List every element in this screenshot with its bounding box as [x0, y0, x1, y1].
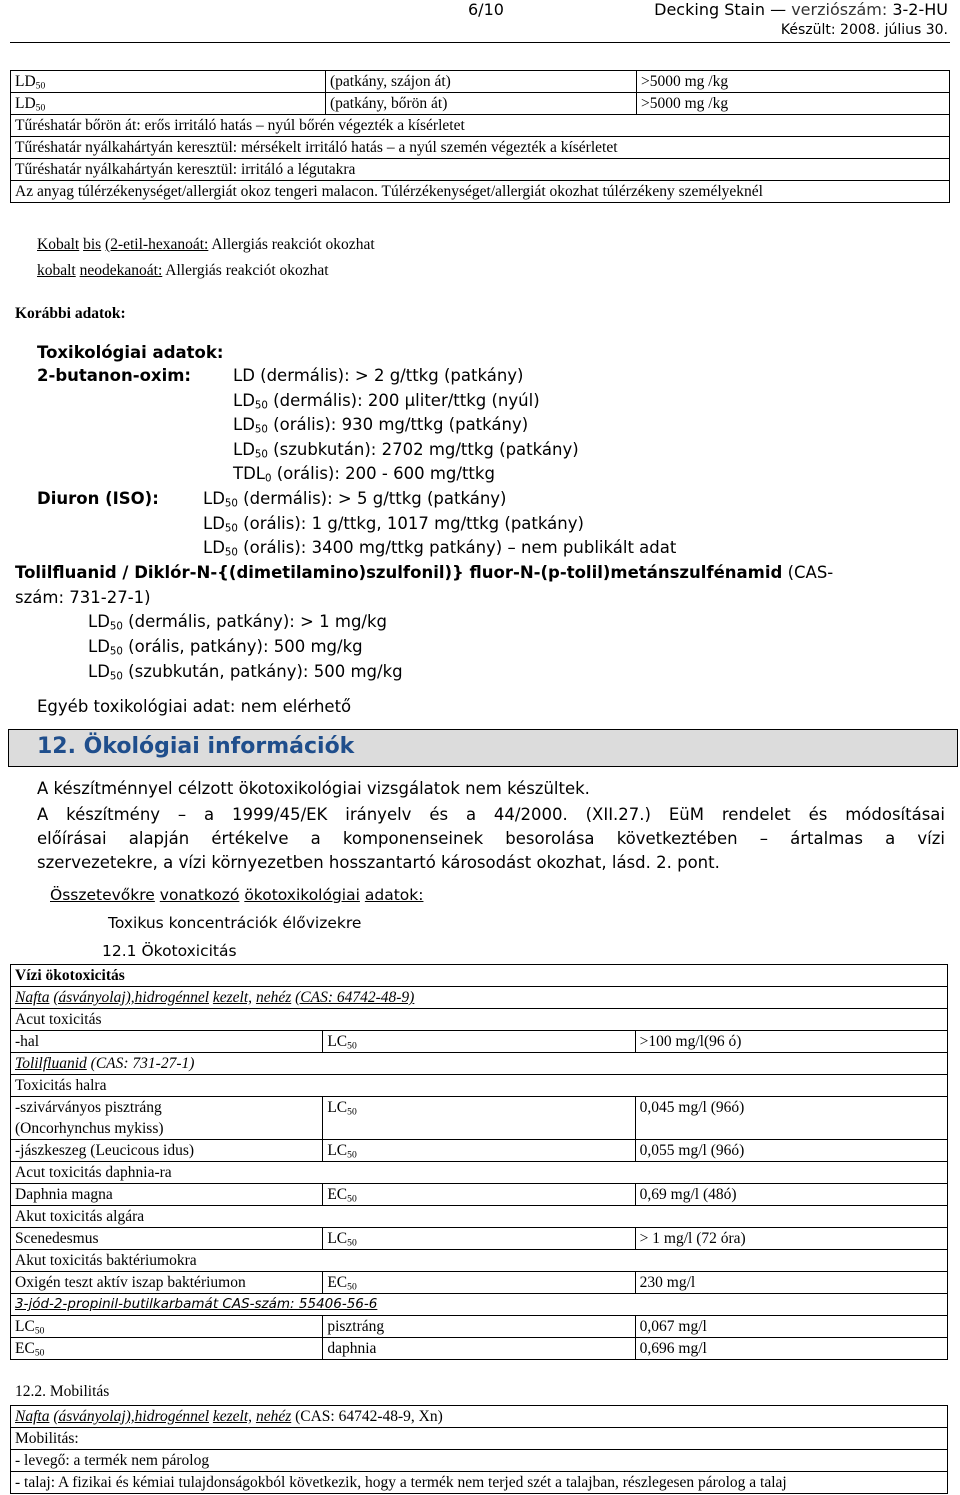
table-cell: Tűréshatár nyálkahártyán keresztül: irritáló a légutakra — [11, 159, 950, 181]
table-row — [11, 1472, 948, 1494]
table-cell: Acut toxicitás daphnia-ra — [11, 1162, 948, 1184]
mobility-table — [10, 1405, 948, 1494]
cobalt-line-1: Kobalt bis (2-etil-hexanoát: Allergiás reakciót okozhat — [37, 236, 375, 253]
ecotox-subsection: 12.1 Ökotoxicitás — [102, 942, 237, 960]
version-number: 3-2-HU — [892, 0, 948, 19]
table-row — [11, 115, 950, 137]
table-cell: $EC_{50}$ — [323, 1272, 635, 1294]
table-row — [11, 987, 948, 1009]
table-cell: >5000 mg /kg — [637, 71, 950, 93]
table-row — [11, 1140, 948, 1162]
table-row — [11, 1206, 948, 1228]
table-cell: Acut toxicitás — [11, 1009, 948, 1031]
tox-line: $LD_{50}$ (orális): 3400 mg/ttkg patkány) – nem publikált adat — [203, 538, 677, 559]
table-row — [11, 1338, 948, 1360]
table-cell: $LC_{50}$ — [11, 1316, 323, 1338]
table-cell: 0,067 mg/l — [635, 1316, 947, 1338]
table-cell: 0,696 mg/l — [635, 1338, 947, 1360]
table-cell: Az anyag túlérzékenységet/allergiát okoz tengeri malacon. Túlérzékenységet/allergiát okozhat túlérzékeny személyeknél — [11, 181, 950, 203]
table-row — [11, 1294, 948, 1316]
table-cell: 0,69 mg/l (48ó) — [635, 1184, 947, 1206]
table-cell: - levegő: a termék nem párolog — [11, 1450, 948, 1472]
table-cell: $LC_{50}$ — [323, 1228, 635, 1250]
version-label: verziószám: — [791, 0, 888, 19]
table-cell: $EC_{50}$ — [323, 1184, 635, 1206]
table-row — [11, 1316, 948, 1338]
substance-row: Nafta (ásványolaj),hidrogénnel kezelt, nehéz (CAS: 64742-48-9, Xn) — [11, 1406, 948, 1428]
table-cell: 230 mg/l — [635, 1272, 947, 1294]
table-cell: > 1 mg/l (72 óra) — [635, 1228, 947, 1250]
table-row — [11, 1075, 948, 1097]
table-cell: $LC_{50}$ — [323, 1031, 635, 1053]
table-cell: Akut toxicitás baktériumokra — [11, 1250, 948, 1272]
table-cell: daphnia — [323, 1338, 635, 1360]
table-cell: $LD_{50}$ — [11, 71, 326, 93]
tox-line: LD (dermális): > 2 g/ttkg (patkány) — [233, 366, 524, 385]
table-row — [11, 1184, 948, 1206]
table-heading: Vízi ökotoxicitás — [11, 965, 948, 987]
table-cell: 0,045 mg/l (96ó) — [635, 1097, 947, 1140]
version-separator: — — [770, 0, 792, 19]
table-cell: -jászkeszeg (Leucicous idus) — [11, 1140, 323, 1162]
table-cell: Oxigén teszt aktív iszap baktériumon — [11, 1272, 323, 1294]
document-date: Készült: 2008. július 30. — [780, 22, 948, 38]
diuron-label: Diuron (ISO): — [37, 489, 159, 508]
aquatic-toxicity-table — [10, 964, 948, 1360]
table-cell: Daphnia magna — [11, 1184, 323, 1206]
tox-line: $LD_{50}$ (dermális): > 5 g/ttkg (patkány) — [203, 489, 507, 510]
toxicity-summary-table — [10, 70, 950, 203]
table-cell: $LC_{50}$ — [323, 1140, 635, 1162]
table-cell: pisztráng — [323, 1316, 635, 1338]
table-row — [11, 1450, 948, 1472]
tox-line: $LD_{50}$ (szubkután): 2702 mg/ttkg (patkány) — [233, 440, 579, 461]
table-cell: Tűréshatár bőrön át: erős irritáló hatás – nyúl bőrén végezték a kísérletet — [11, 115, 950, 137]
table-row — [11, 1009, 948, 1031]
table-row — [11, 181, 950, 203]
table-row — [11, 1053, 948, 1075]
table-row — [11, 965, 948, 987]
component-eco-label: Összetevőkre vonatkozó ökotoxikológiai adatok: — [50, 886, 424, 904]
header-divider — [10, 42, 950, 43]
document-title — [654, 0, 948, 19]
tox-line: $LD_{50}$ (szubkután, patkány): 500 mg/kg — [88, 662, 403, 683]
previous-data-label: Korábbi adatok: — [15, 305, 126, 322]
tox-line: $LD_{50}$ (dermális): 200 µliter/ttkg (nyúl) — [233, 391, 540, 412]
table-cell: -szivárványos pisztráng (Oncorhynchus mykiss) — [11, 1097, 323, 1140]
table-row — [11, 1162, 948, 1184]
table-cell: Scenedesmus — [11, 1228, 323, 1250]
table-row — [11, 159, 950, 181]
tox-title: Toxikológiai adatok: — [37, 343, 224, 362]
table-cell: (patkány, bőrön át) — [326, 93, 637, 115]
cobalt-line-2: kobalt neodekanoát: Allergiás reakciót okozhat — [37, 262, 329, 279]
substance-row: 3-jód-2-propinil-butilkarbamát CAS-szám: 55406-56-6 — [11, 1294, 948, 1316]
table-row — [11, 1250, 948, 1272]
table-cell: Tűréshatár nyálkahártyán keresztül: mérsékelt irritáló hatás – a nyúl szemén végezték a kísérletet — [11, 137, 950, 159]
table-cell: $LD_{50}$ — [11, 93, 326, 115]
section-12-heading: 12. Ökológiai információk — [8, 729, 958, 767]
table-cell: $LC_{50}$ — [323, 1097, 635, 1140]
table-row — [11, 137, 950, 159]
table-cell: -hal — [11, 1031, 323, 1053]
mobility-title: 12.2. Mobilitás — [15, 1383, 110, 1400]
table-cell: Mobilitás: — [11, 1428, 948, 1450]
tox-line: $LD_{50}$ (orális): 930 mg/ttkg (patkány) — [233, 415, 529, 436]
tox-line: $LD_{50}$ (orális): 1 g/ttkg, 1017 mg/ttkg (patkány) — [203, 514, 584, 535]
tolil-heading: Tolilfluanid / Diklór-N-{(dimetilamino)szulfonil)} fluor-N-(p-tolil)metánszulfénamid (CAS- — [15, 563, 834, 582]
butanon-label: 2-butanon-oxim: — [37, 366, 192, 385]
table-cell: 0,055 mg/l (96ó) — [635, 1140, 947, 1162]
substance-row: Nafta (ásványolaj),hidrogénnel kezelt, nehéz (CAS: 64742-48-9) — [11, 987, 948, 1009]
other-tox-data: Egyéb toxikológiai adat: nem elérhető — [37, 697, 352, 716]
tox-line: $TDL_0$ (orális): 200 - 600 mg/ttkg — [233, 464, 495, 485]
tox-line: $LD_{50}$ (orális, patkány): 500 mg/kg — [88, 637, 363, 658]
table-row — [11, 1272, 948, 1294]
eco-paragraph-2: A készítmény – a 1999/45/EK irányelv és a 44/2000. (XII.27.) EüM rendelet és módosításai előírásai alapján értékelve a komponenseinek besorolása következtében – ártalmas a vízi szervezetekre, a vízi környezetben hosszantartó károsodást okozhat, lásd. 2. pont. — [37, 805, 945, 872]
table-cell: Toxicitás halra — [11, 1075, 948, 1097]
table-row — [11, 71, 950, 93]
table-cell: (patkány, szájon át) — [326, 71, 637, 93]
table-cell: - talaj: A fizikai és kémiai tulajdonságokból következik, hogy a termék nem terjed szét a talajban, részlegesen párolog a talaj — [11, 1472, 948, 1494]
table-row — [11, 1228, 948, 1250]
toxic-conc-label: Toxikus koncentrációk élővizekre — [108, 914, 362, 932]
table-cell: $EC_{50}$ — [11, 1338, 323, 1360]
table-row — [11, 1428, 948, 1450]
eco-paragraph-1: A készítménnyel célzott ökotoxikológiai vizsgálatok nem készültek. — [37, 779, 590, 798]
tox-line: $LD_{50}$ (dermális, patkány): > 1 mg/kg — [88, 612, 388, 633]
table-cell: >100 mg/l(96 ó) — [635, 1031, 947, 1053]
table-cell: >5000 mg /kg — [637, 93, 950, 115]
table-row — [11, 1031, 948, 1053]
tolil-cas: szám: 731-27-1) — [15, 588, 151, 607]
page-number: 6/10 — [468, 0, 504, 19]
table-cell: Akut toxicitás algára — [11, 1206, 948, 1228]
table-row — [11, 1406, 948, 1428]
table-row — [11, 93, 950, 115]
product-name: Decking Stain — [654, 0, 766, 19]
table-row — [11, 1097, 948, 1140]
substance-row: Tolilfluanid (CAS: 731-27-1) — [11, 1053, 948, 1075]
